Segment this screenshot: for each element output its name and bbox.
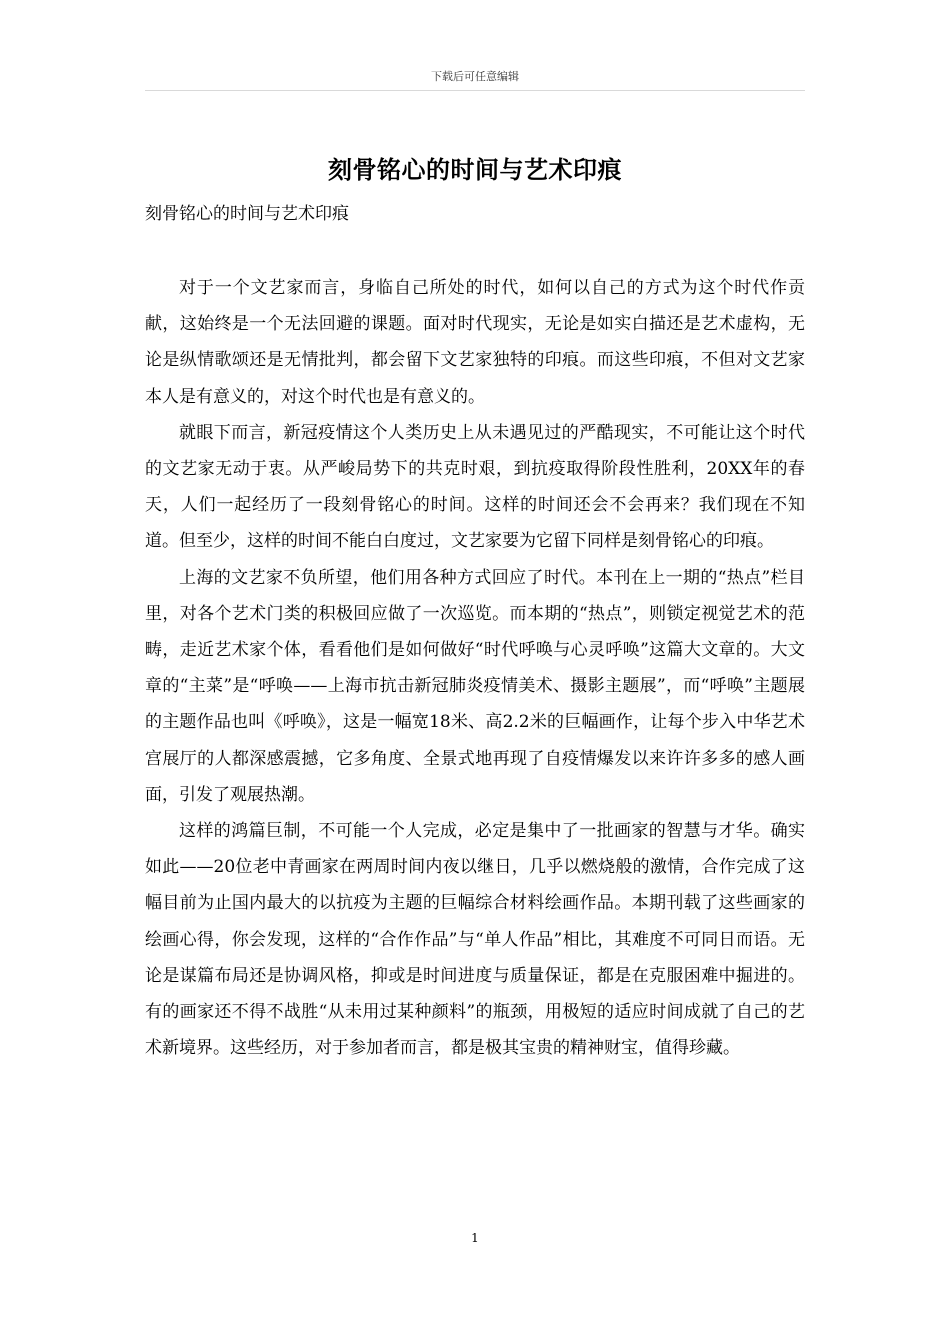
header-divider bbox=[145, 90, 805, 91]
paragraph-3: 上海的文艺家不负所望，他们用各种方式回应了时代。本刊在上一期的“热点”栏目里，对各个艺术门类的积极回应做了一次巡览。而本期的“热点”，则锁定视觉艺术的范畴，走近艺术家个体，看看他们是如何做好“时代呼唤与心灵呼唤”这篇大文章的。大文章的“主菜”是“呼唤——上海市抗击新冠肺炎疫情美术、摄影主题展”，而“呼唤”主题展的主题作品也叫《呼唤》，这是一幅宽18米、高2.2米的巨幅画作，让每个步入中华艺术宫展厅的人都深感震撼，它多角度、全景式地再现了自疫情爆发以来许许多多的感人画面，引发了观展热潮。 bbox=[145, 567, 805, 805]
page-number: 1 bbox=[471, 1231, 479, 1245]
document-subtitle: 刻骨铭心的时间与艺术印痕 bbox=[145, 204, 349, 224]
document-body bbox=[145, 270, 805, 1066]
paragraph-1: 对于一个文艺家而言，身临自己所处的时代，如何以自己的方式为这个时代作贡献，这始终是一个无法回避的课题。面对时代现实，无论是如实白描还是艺术虚构，无论是纵情歌颂还是无情批判，都会留下文艺家独特的印痕。而这些印痕，不但对文艺家本人是有意义的，对这个时代也是有意义的。 bbox=[145, 278, 805, 407]
header-note: 下载后可任意编辑 bbox=[431, 70, 519, 83]
document-title: 刻骨铭心的时间与艺术印痕 bbox=[328, 156, 622, 184]
paragraph-2: 就眼下而言，新冠疫情这个人类历史上从未遇见过的严酷现实，不可能让这个时代的文艺家无动于衷。从严峻局势下的共克时艰，到抗疫取得阶段性胜利，20XX年的春天，人们一起经历了一段刻骨铭心的时间。这样的时间还会不会再来？我们现在不知道。但至少，这样的时间不能白白度过，文艺家要为它留下同样是刻骨铭心的印痕。 bbox=[145, 422, 805, 552]
paragraph-4: 这样的鸿篇巨制，不可能一个人完成，必定是集中了一批画家的智慧与才华。确实如此——20位老中青画家在两周时间内夜以继日，几乎以燃烧般的激情，合作完成了这幅目前为止国内最大的以抗疫为主题的巨幅综合材料绘画作品。本期刊载了这些画家的绘画心得，你会发现，这样的“合作作品”与“单人作品”相比，其难度不可同日而语。无论是谋篇布局还是协调风格，抑或是时间进度与质量保证，都是在克服困难中掘进的。有的画家还不得不战胜“从未用过某种颜料”的瓶颈，用极短的适应时间成就了自己的艺术新境界。这些经历，对于参加者而言，都是极其宝贵的精神财宝，值得珍藏。 bbox=[145, 821, 805, 1059]
